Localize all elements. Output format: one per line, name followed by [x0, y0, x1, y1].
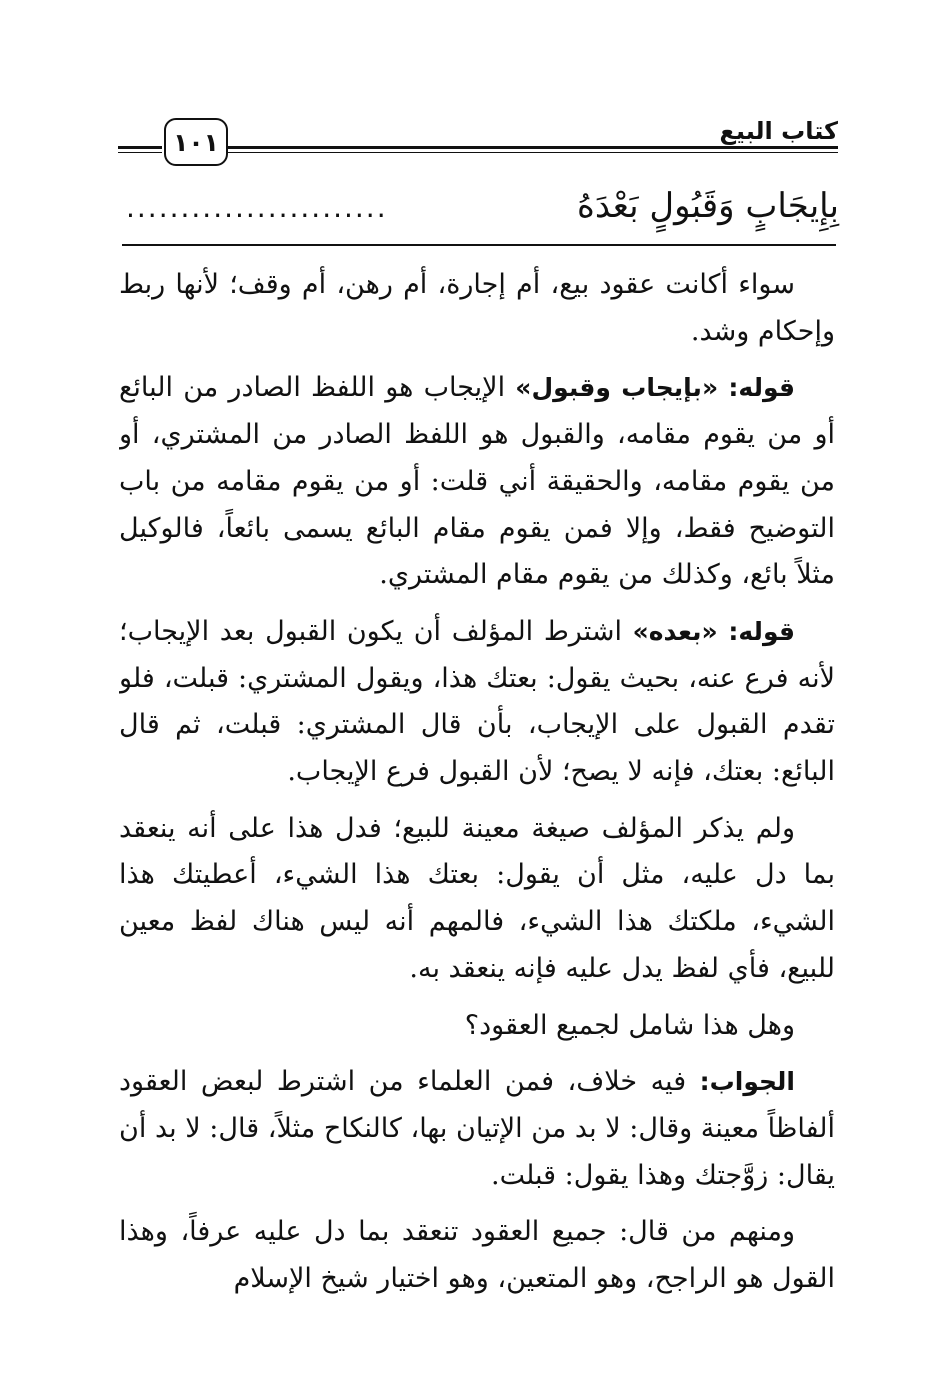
header-rule	[226, 152, 838, 153]
header-rule	[118, 152, 162, 153]
matn-dots: ........................	[126, 191, 388, 224]
paragraph-1	[119, 262, 835, 355]
matn-text: بِإِيجَابٍ وَقَبُولٍ بَعْدَهُ	[577, 186, 839, 226]
paragraph-4	[119, 806, 835, 993]
paragraph-label: قوله: «بإيجاب وقبول»	[515, 373, 796, 403]
paragraph-label: قوله: «بعده»	[632, 616, 795, 646]
header-rule	[118, 146, 162, 149]
paragraph-text: اشترط المؤلف أن يكون القبول بعد الإيجاب؛ لأنه فرع عنه، بحيث يقول: بعتك هذا، ويقول المشتري: قبلت، فلو تقدم القبول على الإيجاب، بأن قال المشتري: قبلت، ثم قال البائع: بعتك، فإنه لا يصح؛ لأن القبول فرع الإيجاب.	[119, 615, 835, 788]
header-rule	[226, 146, 838, 149]
page-header	[118, 112, 838, 172]
paragraph-text: ولم يذكر المؤلف صيغة معينة للبيع؛ فدل هذا على أنه ينعقد بما دل عليه، مثل أن يقول: بعتك هذا الشيء، أعطيتك هذا الشيء، ملكتك هذا الشيء، فالمهم أنه ليس هناك لفظ معين للبيع، فأي لفظ يدل عليه فإنه ينعقد به.	[119, 812, 835, 984]
paragraph-7	[119, 1209, 835, 1302]
commentary-body	[119, 262, 835, 1312]
paragraph-text: سواء أكانت عقود بيع، أم إجارة، أم رهن، أم وقف؛ لأنها ربط وإحكام وشد.	[119, 269, 835, 347]
paragraph-text: الإيجاب هو اللفظ الصادر من البائع أو من يقوم مقامه، والقبول هو اللفظ الصادر من المشتري، أو من يقوم مقامه، والحقيقة أني قلت: أو من يقوم مقامه من باب التوضيح فقط، وإلا فمن يقوم مقام البائع يسمى بائعاً، فالوكيل مثلاً بائع، وكذلك من يقوم مقام المشتري.	[119, 372, 835, 591]
paragraph-2	[119, 365, 835, 599]
paragraph-3	[119, 609, 835, 796]
page-number	[164, 118, 228, 166]
paragraph-label: الجواب:	[699, 1067, 795, 1097]
book-title: كتاب البيع	[719, 117, 838, 145]
paragraph-text: فيه خلاف، فمن العلماء من اشترط لبعض العقود ألفاظاً معينة وقال: لا بد من الإتيان بها، كالنكاح مثلاً، قال: لا بد أن يقال: زوَّجتك وهذا يقول: قبلت.	[119, 1066, 835, 1191]
matn-separator	[122, 244, 836, 246]
paragraph-6	[119, 1059, 835, 1199]
paragraph-text: ومنهم من قال: جميع العقود تنعقد بما دل عليه عرفاً، وهذا القول هو الراجح، وهو المتعين، وهو اختيار شيخ الإسلام	[119, 1216, 835, 1295]
page-number-text: ١٠١	[173, 127, 219, 157]
paragraph-5	[119, 1003, 835, 1050]
paragraph-text: وهل هذا شامل لجميع العقود؟	[464, 1009, 795, 1041]
